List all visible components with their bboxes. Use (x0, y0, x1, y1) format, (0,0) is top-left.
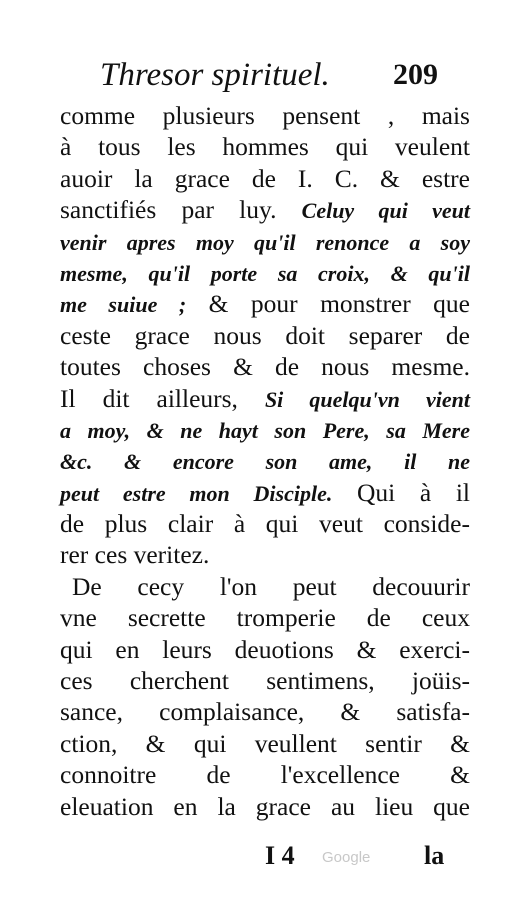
text-line (60, 571, 470, 602)
line-text: ceste grace nous doit separer de (60, 320, 470, 350)
line-text: toutes choses & de nous mesme. (60, 352, 470, 382)
text-line (60, 728, 470, 759)
text-line (60, 696, 470, 727)
text-line (60, 131, 470, 162)
italic-quotation: a moy, & ne hayt son Pere, sa Mere (60, 417, 470, 443)
italic-quotation: peut estre mon Disciple. (60, 480, 333, 506)
line-text: comme plusieurs pensent , mais (60, 101, 470, 130)
line-text: ces cherchent sentimens, joüis- (60, 666, 470, 696)
italic-quotation: mesme, qu'il porte sa croix, & qu'il (60, 260, 470, 286)
text-line (60, 320, 470, 351)
text-line (60, 100, 470, 131)
text-line (60, 602, 470, 633)
italic-quotation: me suiue ; (60, 292, 187, 318)
line-text: eleuation en la grace au lieu que (60, 791, 470, 821)
text-line (60, 383, 470, 414)
text-line (60, 351, 470, 382)
line-text: Il dit ailleurs, (60, 383, 265, 413)
italic-quotation: Si quelqu'vn vient (264, 386, 470, 412)
text-line (60, 759, 470, 790)
text-line (60, 508, 470, 539)
signature-mark: I 4 (265, 841, 295, 870)
text-line (60, 634, 470, 665)
line-text: Qui à il (332, 477, 470, 507)
text-line (60, 791, 470, 822)
line-text: rer ces veritez. (60, 540, 210, 570)
catchword: la (424, 841, 445, 870)
line-text: & pour monstrer que (186, 289, 470, 319)
text-line (60, 257, 470, 288)
text-line (60, 414, 470, 445)
text-line (60, 477, 470, 508)
text-line (60, 194, 470, 225)
line-text: connoitre de l'excellence & (60, 760, 470, 790)
page-header (100, 50, 500, 100)
running-title: Thresor spirituel. (100, 57, 330, 93)
line-text: De cecy l'on peut decouurir (72, 571, 470, 601)
line-text: auoir la grace de I. C. & estre (60, 163, 470, 193)
text-line (60, 445, 470, 476)
italic-quotation: Celuy qui veut (301, 198, 470, 224)
line-text: qui en leurs deuotions & exerci- (60, 634, 470, 664)
text-line (60, 226, 470, 257)
italic-quotation: venir apres moy qu'il renonce a soy (60, 229, 470, 255)
text-line (60, 539, 470, 570)
page-number: 209 (393, 58, 438, 91)
line-text: à tous les hommes qui veulent (60, 132, 470, 162)
text-line (60, 288, 470, 319)
line-text: de plus clair à qui veut conside- (60, 509, 470, 539)
body-text (60, 100, 470, 822)
line-text: sance, complaisance, & satisfa- (60, 697, 470, 727)
line-text: ction, & qui veullent sentir & (60, 728, 470, 758)
google-watermark: Google (322, 849, 371, 866)
italic-quotation: &c. & encore son ame, il ne (60, 449, 470, 475)
text-line (60, 163, 470, 194)
line-text: sanctifiés par luy. (60, 195, 302, 225)
page-footer (60, 836, 480, 876)
text-line (60, 665, 470, 696)
line-text: vne secrette tromperie de ceux (60, 603, 470, 633)
